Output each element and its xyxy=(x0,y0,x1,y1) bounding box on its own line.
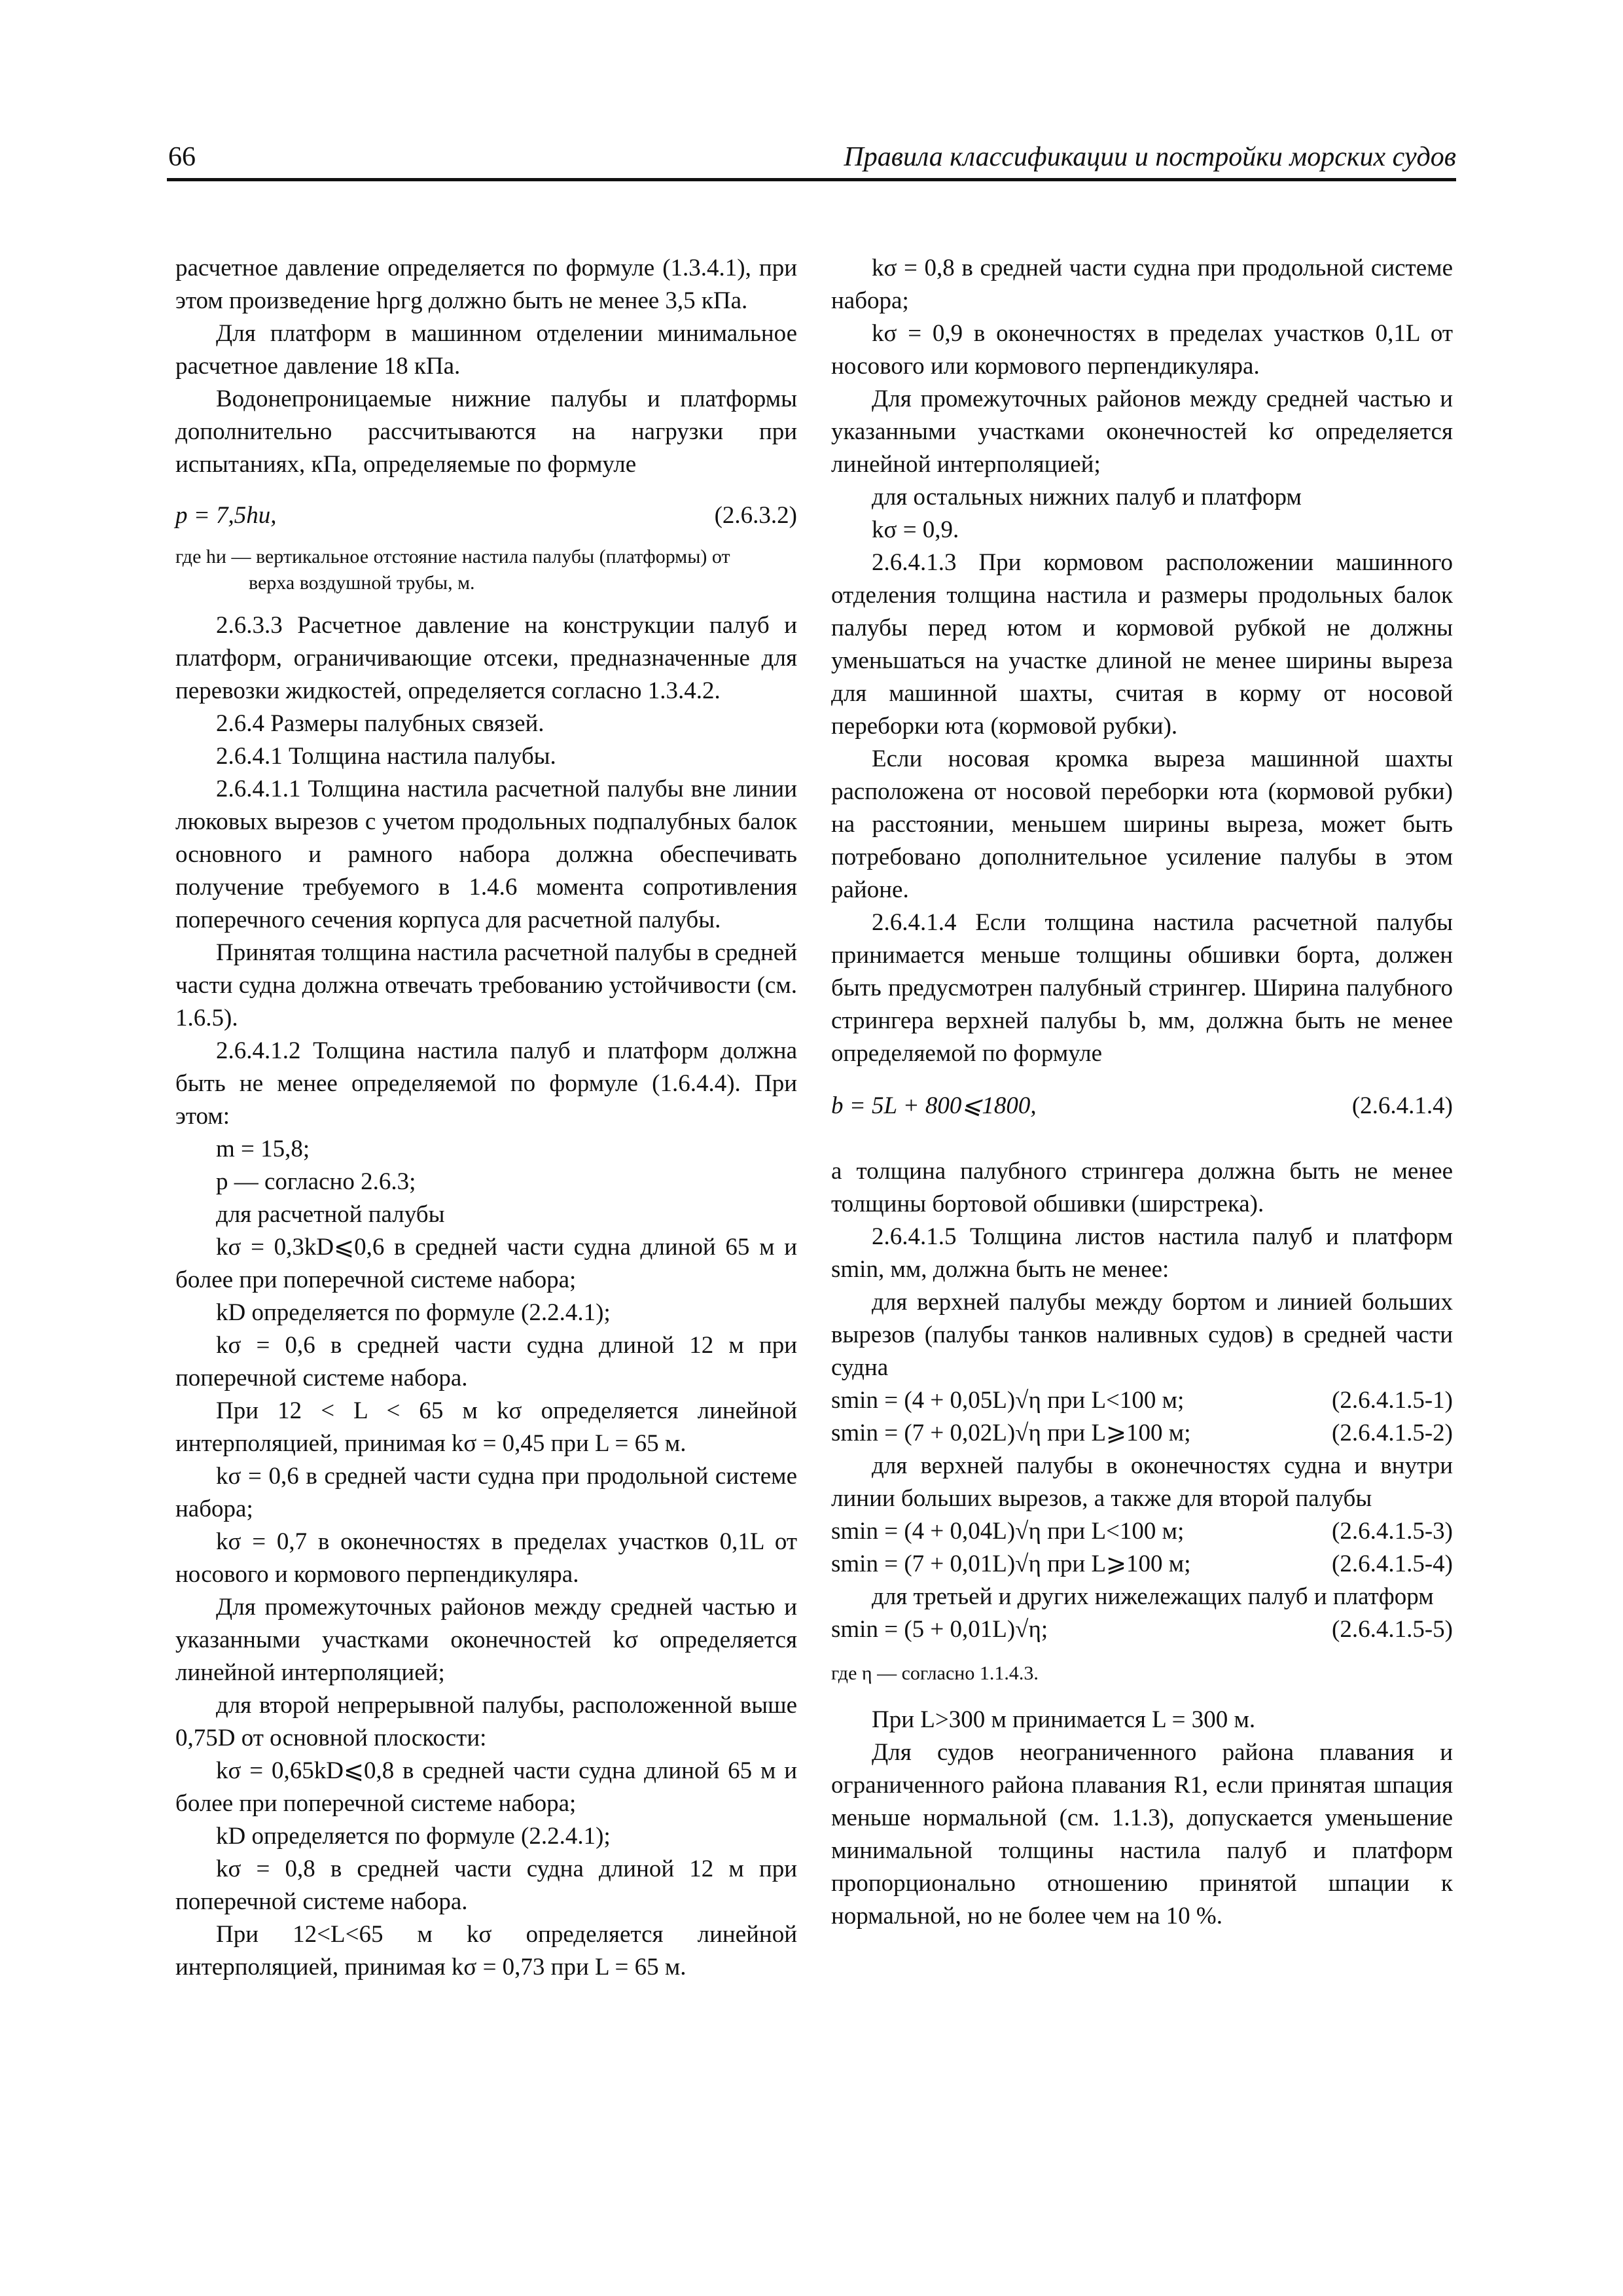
paragraph: kσ = 0,8 в средней части судна длиной 12 м при поперечной системе набора. xyxy=(175,1856,797,1915)
paragraph: Для платформ в машинном отделении минимальное расчетное давление 18 кПа. xyxy=(175,320,797,380)
formula-number: (2.6.4.1.5-2) xyxy=(1332,1420,1453,1446)
section-heading: 2.6.4 Размеры палубных связей. xyxy=(216,710,544,737)
paragraph: а толщина палубного стрингера должна быть не менее толщины бортовой обшивки (ширстрека). xyxy=(831,1158,1453,1217)
formula-line: m = 15,8; xyxy=(216,1136,310,1162)
paragraph: Принятая толщина настила расчетной палубы в средней части судна должна отвечать требованию устойчивости (см. 1.6.5). xyxy=(175,939,797,1031)
formula-number: (2.6.3.2) xyxy=(714,502,797,529)
paragraph: Для промежуточных районов между средней частью и указанными участками оконечностей kσ определяется линейной интерполяцией; xyxy=(831,386,1453,478)
formula-number: (2.6.4.1.4) xyxy=(1351,1092,1453,1119)
note-line: где hи — вертикальное отстояние настила палубы (платформы) от xyxy=(175,546,730,567)
formula-note xyxy=(175,544,797,596)
right-column xyxy=(831,252,1453,1933)
paragraph: для расчетной палубы xyxy=(216,1201,445,1228)
formula-note xyxy=(831,1660,1453,1687)
subsection-heading: 2.6.4.1 Толщина настила палубы. xyxy=(216,743,556,770)
formula-expression: smin = (7 + 0,01L)√η при L⩾100 м; xyxy=(831,1551,1191,1577)
formula-expression: smin = (4 + 0,04L)√η при L<100 м; xyxy=(831,1518,1185,1545)
formula-line: p — согласно 2.6.3; xyxy=(216,1168,416,1195)
formula-2-6-4-1-5-2 xyxy=(831,1417,1453,1450)
paragraph: 2.6.3.3 Расчетное давление на конструкции палуб и платформ, ограничивающие отсеки, предназначенные для перевозки жидкостей, определяется согласно 1.3.4.2. xyxy=(175,612,797,704)
paragraph: kD определяется по формуле (2.2.4.1); xyxy=(216,1823,611,1850)
formula-expression: smin = (4 + 0,05L)√η при L<100 м; xyxy=(831,1387,1185,1414)
paragraph: При 12 < L < 65 м kσ определяется линейной интерполяцией, принимая kσ = 0,45 при L = 65 м. xyxy=(175,1397,797,1457)
paragraph: 2.6.4.1.4 Если толщина настила расчетной палубы принимается меньше толщины обшивки борта, должен быть предусмотрен палубный стрингер. Ширина палубного стрингера верхней палубы b, мм, должна быть не менее определяемой по формуле xyxy=(831,909,1453,1067)
paragraph: Водонепроницаемые нижние палубы и платформы дополнительно рассчитываются на нагрузки при испытаниях, кПа, определяемые по формуле xyxy=(175,386,797,478)
page-number: 66 xyxy=(168,142,196,172)
paragraph: для второй непрерывной палубы, расположенной выше 0,75D от основной плоскости: xyxy=(175,1692,797,1751)
left-column xyxy=(175,252,797,1984)
paragraph: При L>300 м принимается L = 300 м. xyxy=(872,1706,1256,1733)
paragraph: 2.6.4.1.3 При кормовом расположении машинного отделения толщина настила и размеры продольных балок палубы перед ютом и кормовой рубкой не должны уменьшаться на участке длиной не менее ширины выреза для машинной шахты, считая в корму от носовой переборки юта (кормовой рубки). xyxy=(831,549,1453,740)
formula-line: kσ = 0,9. xyxy=(872,516,959,543)
paragraph: 2.6.4.1.5 Толщина листов настила палуб и платформ smin, мм, должна быть не менее: xyxy=(831,1223,1453,1283)
formula-number: (2.6.4.1.5-3) xyxy=(1332,1518,1453,1545)
formula-expression: b = 5L + 800⩽1800, xyxy=(831,1092,1037,1119)
paragraph: для верхней палубы между бортом и линией больших вырезов (палубы танков наливных судов) в средней части судна xyxy=(831,1289,1453,1381)
paragraph: kσ = 0,6 в средней части судна длиной 12 м при поперечной системе набора. xyxy=(175,1332,797,1391)
note-line: где η — согласно 1.1.4.3. xyxy=(831,1662,1039,1684)
page-header xyxy=(167,142,1456,181)
formula-number: (2.6.4.1.5-4) xyxy=(1332,1551,1453,1577)
formula-expression: smin = (5 + 0,01L)√η; xyxy=(831,1616,1048,1643)
paragraph: Для промежуточных районов между средней частью и указанными участками оконечностей kσ определяется линейной интерполяцией; xyxy=(175,1594,797,1686)
paragraph: 2.6.4.1.1 Толщина настила расчетной палубы вне линии люковых вырезов с учетом продольных подпалубных балок основного и рамного набора должна обеспечивать получение требуемого в 1.4.6 момента сопротивления поперечного сечения корпуса для расчетной палубы. xyxy=(175,776,797,933)
paragraph: kD определяется по формуле (2.2.4.1); xyxy=(216,1299,611,1326)
formula-2-6-4-1-5-4 xyxy=(831,1548,1453,1581)
formula-2-6-4-1-5-1 xyxy=(831,1384,1453,1417)
formula-2-6-3-2 xyxy=(175,499,797,532)
formula-expression: smin = (7 + 0,02L)√η при L⩾100 м; xyxy=(831,1420,1191,1446)
paragraph: расчетное давление определяется по формуле (1.3.4.1), при этом произведение hρгg должно быть не менее 3,5 кПа. xyxy=(175,255,797,314)
running-title: Правила классификации и постройки морских судов xyxy=(844,142,1456,172)
paragraph: Для судов неограниченного района плавания и ограниченного района плавания R1, если принятая шпация меньше нормальной (см. 1.1.3), допускается уменьшение минимальной толщины настила палуб и платформ пропорционально отношению принятой шпации к нормальной, но не более чем на 10 %. xyxy=(831,1739,1453,1929)
paragraph: kσ = 0,8 в средней части судна при продольной системе набора; xyxy=(831,255,1453,314)
paragraph: kσ = 0,3kD⩽0,6 в средней части судна длиной 65 м и более при поперечной системе набора; xyxy=(175,1234,797,1293)
paragraph: При 12<L<65 м kσ определяется линейной интерполяцией, принимая kσ = 0,73 при L = 65 м. xyxy=(175,1921,797,1981)
paragraph: для верхней палубы в оконечностях судна и внутри линии больших вырезов, а также для второй палубы xyxy=(831,1452,1453,1512)
paragraph: kσ = 0,65kD⩽0,8 в средней части судна длиной 65 м и более при поперечной системе набора; xyxy=(175,1757,797,1817)
formula-expression: p = 7,5hи, xyxy=(175,502,277,529)
paragraph: kσ = 0,6 в средней части судна при продольной системе набора; xyxy=(175,1463,797,1522)
paragraph: Если носовая кромка выреза машинной шахты расположена от носовой переборки юта (кормовой рубки) на расстоянии, меньшем ширины выреза, может быть потребовано дополнительное усиление палубы в этом районе. xyxy=(831,745,1453,903)
paragraph: kσ = 0,7 в оконечностях в пределах участков 0,1L от носового и кормового перпендикуляра. xyxy=(175,1528,797,1588)
note-line: верха воздушной трубы, м. xyxy=(249,572,475,594)
formula-number: (2.6.4.1.5-5) xyxy=(1332,1616,1453,1643)
paragraph: для остальных нижних палуб и платформ xyxy=(872,484,1302,511)
paragraph: kσ = 0,9 в оконечностях в пределах участков 0,1L от носового или кормового перпендикуляра. xyxy=(831,320,1453,380)
formula-2-6-4-1-4 xyxy=(831,1090,1453,1122)
formula-number: (2.6.4.1.5-1) xyxy=(1332,1387,1453,1414)
formula-2-6-4-1-5-5 xyxy=(831,1613,1453,1646)
paragraph: 2.6.4.1.2 Толщина настила палуб и платформ должна быть не менее определяемой по формуле (1.6.4.4). При этом: xyxy=(175,1037,797,1130)
formula-2-6-4-1-5-3 xyxy=(831,1515,1453,1548)
paragraph: для третьей и других нижележащих палуб и платформ xyxy=(872,1583,1434,1610)
